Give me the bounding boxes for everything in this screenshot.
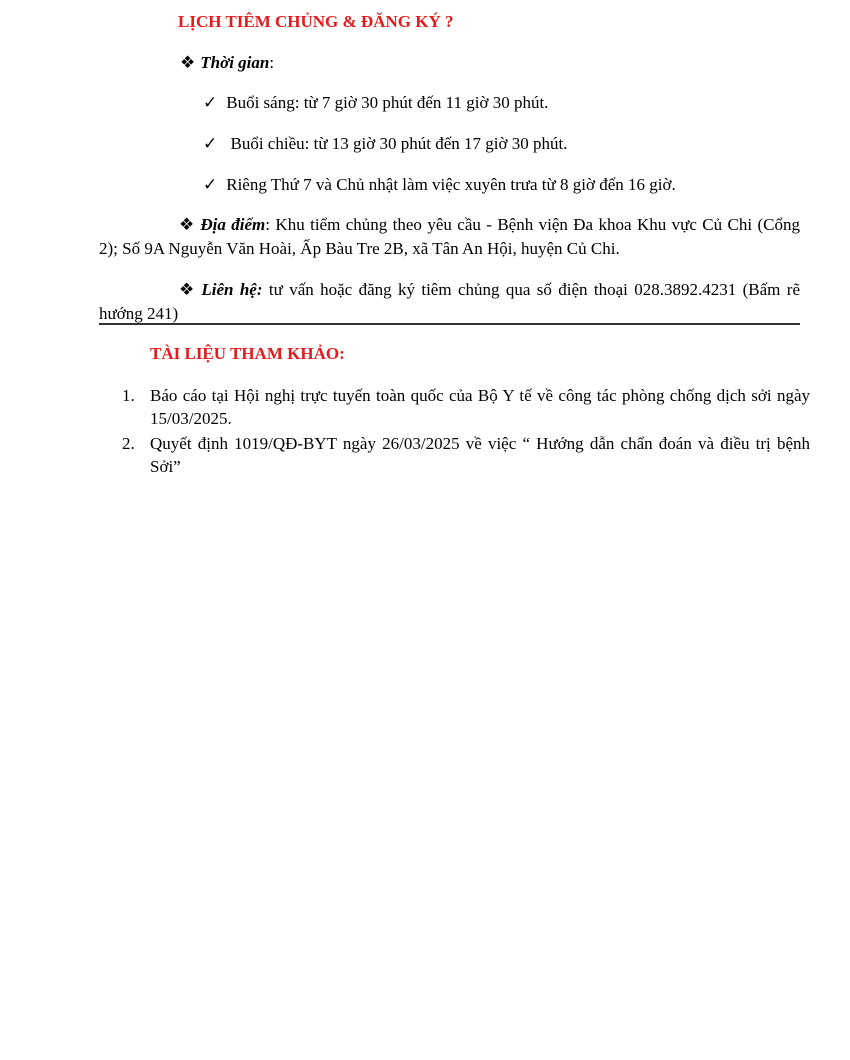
schedule-title: LỊCH TIÊM CHỦNG & ĐĂNG KÝ ? (178, 12, 454, 31)
reference-number: 1. (122, 386, 135, 405)
time-heading (180, 53, 274, 73)
diamond-bullet-icon: ❖ (179, 215, 196, 234)
section-divider (99, 323, 800, 325)
time-item-text: Buổi sáng: từ 7 giờ 30 phút đến 11 giờ 30 phút. (226, 93, 549, 112)
contact-paragraph (99, 278, 800, 326)
time-item-text: Riêng Thứ 7 và Chủ nhật làm việc xuyên trưa từ 8 giờ đến 16 giờ. (226, 175, 676, 194)
reference-text: Báo cáo tại Hội nghị trực tuyến toàn quốc của Bộ Y tế về công tác phòng chống dịch sởi ngày 15/03/2025. (150, 386, 810, 428)
checkmark-icon: ✓ (203, 134, 218, 153)
time-item-weekend (203, 175, 676, 195)
contact-text: tư vấn hoặc đăng ký tiêm chủng qua số điện thoại 028.3892.4231 (Bấm rẽ hướng 241) (99, 280, 800, 323)
time-colon: : (269, 53, 275, 72)
reference-item (122, 384, 810, 430)
time-item-morning (203, 93, 548, 113)
reference-number: 2. (122, 434, 135, 453)
reference-text: Quyết định 1019/QĐ-BYT ngày 26/03/2025 về việc “ Hướng dẫn chẩn đoán và điều trị bệnh Sởi” (150, 434, 810, 476)
reference-item (122, 432, 810, 478)
contact-label: Liên hệ: (201, 280, 263, 299)
location-text: : Khu tiểm chủng theo yêu cầu - Bệnh viện Đa khoa Khu vực Củ Chi (Cổng 2); Số 9A Nguyễn Văn Hoài, Ấp Bàu Tre 2B, xã Tân An Hội, huyện Củ Chi. (99, 215, 800, 258)
checkmark-icon: ✓ (203, 175, 218, 194)
diamond-bullet-icon: ❖ (180, 53, 196, 72)
location-paragraph (99, 213, 800, 261)
checkmark-icon: ✓ (203, 93, 218, 112)
time-label: Thời gian (200, 53, 270, 72)
time-item-text: Buổi chiều: từ 13 giờ 30 phút đến 17 giờ 30 phút. (226, 134, 568, 153)
diamond-bullet-icon: ❖ (179, 280, 197, 299)
time-item-afternoon (203, 134, 567, 154)
references-title: TÀI LIỆU THAM KHẢO: (150, 344, 345, 363)
location-label: Địa điểm (200, 215, 266, 234)
